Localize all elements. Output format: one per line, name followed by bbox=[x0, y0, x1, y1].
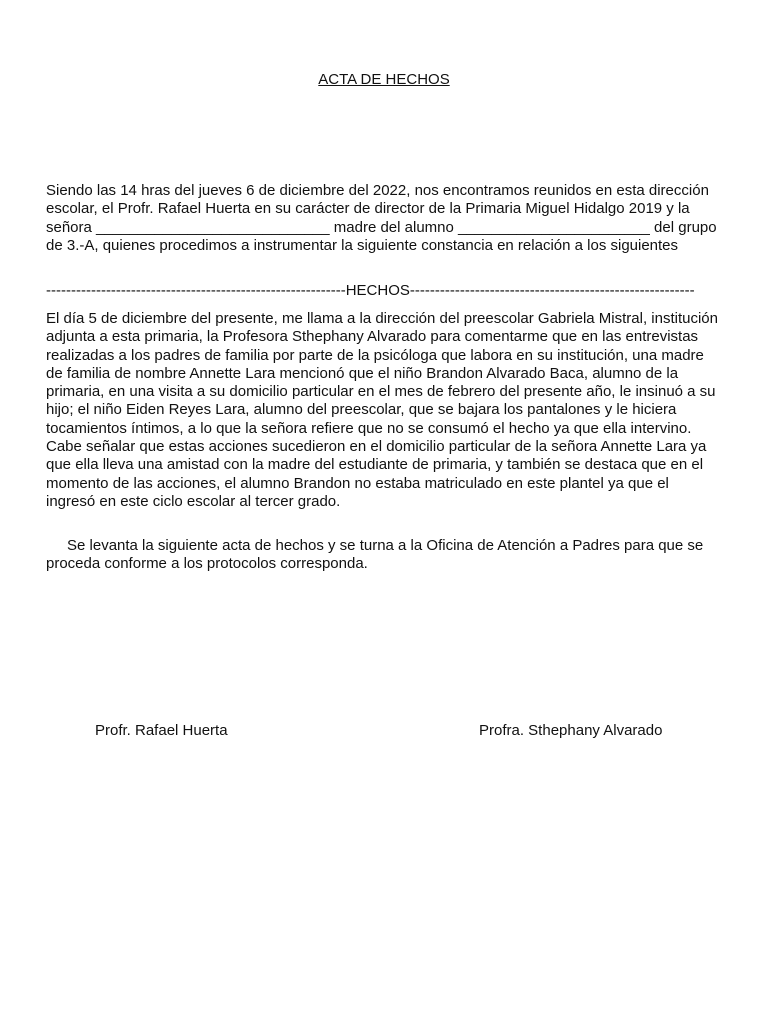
closing-paragraph: Se levanta la siguiente acta de hechos y se turna a la Oficina de Atención a Padres para que se proceda conforme a los protocolos corresponda. bbox=[46, 537, 704, 573]
section-divider-hechos: ------------------------------------------------------------HECHOS--------------------------------------------------------- bbox=[46, 282, 695, 299]
signature-director: Profr. Rafael Huerta bbox=[95, 722, 228, 739]
document-title: ACTA DE HECHOS bbox=[318, 71, 450, 88]
facts-paragraph: El día 5 de diciembre del presente, me llama a la dirección del preescolar Gabriela Mistral, institución adjunta a esta primaria, la Profesora Sthephany Alvarado para comentarme que en las entrevistas realizadas a los padres de familia por parte de la psicóloga que labora en su institución, una madre de familia de nombre Annette Lara mencionó que el niño Brandon Alvarado Baca, alumno de la primaria, en una visita a su domicilio particular en el mes de febrero del presente año, le insinuó a su hijo; el niño Eiden Reyes Lara, alumno del preescolar, que se bajara los pantalones y le hiciera tocamientos íntimos, a lo que la señora refiere que no se consumó el hecho ya que ella intervino. Cabe señalar que estas acciones sucedieron en el domicilio particular de la señora Annette Lara ya que ella lleva una amistad con la madre del estudiante de primaria, y también se destaca que en el momento de las acciones, el alumno Brandon no estaba matriculado en este plantel ya que el ingresó en este ciclo escolar al tercer grado. bbox=[46, 310, 718, 510]
signature-teacher: Profra. Sthephany Alvarado bbox=[479, 722, 663, 739]
intro-paragraph: Siendo las 14 hras del jueves 6 de diciembre del 2022, nos encontramos reunidos en esta dirección escolar, el Profr. Rafael Huerta en su carácter de director de la Primaria Miguel Hidalgo 2019 y la señora ____________________________ madre del alumno _______________________ del grupo de 3.-A, quienes procedimos a instrumentar la siguiente constancia en relación a los siguientes bbox=[46, 182, 717, 254]
